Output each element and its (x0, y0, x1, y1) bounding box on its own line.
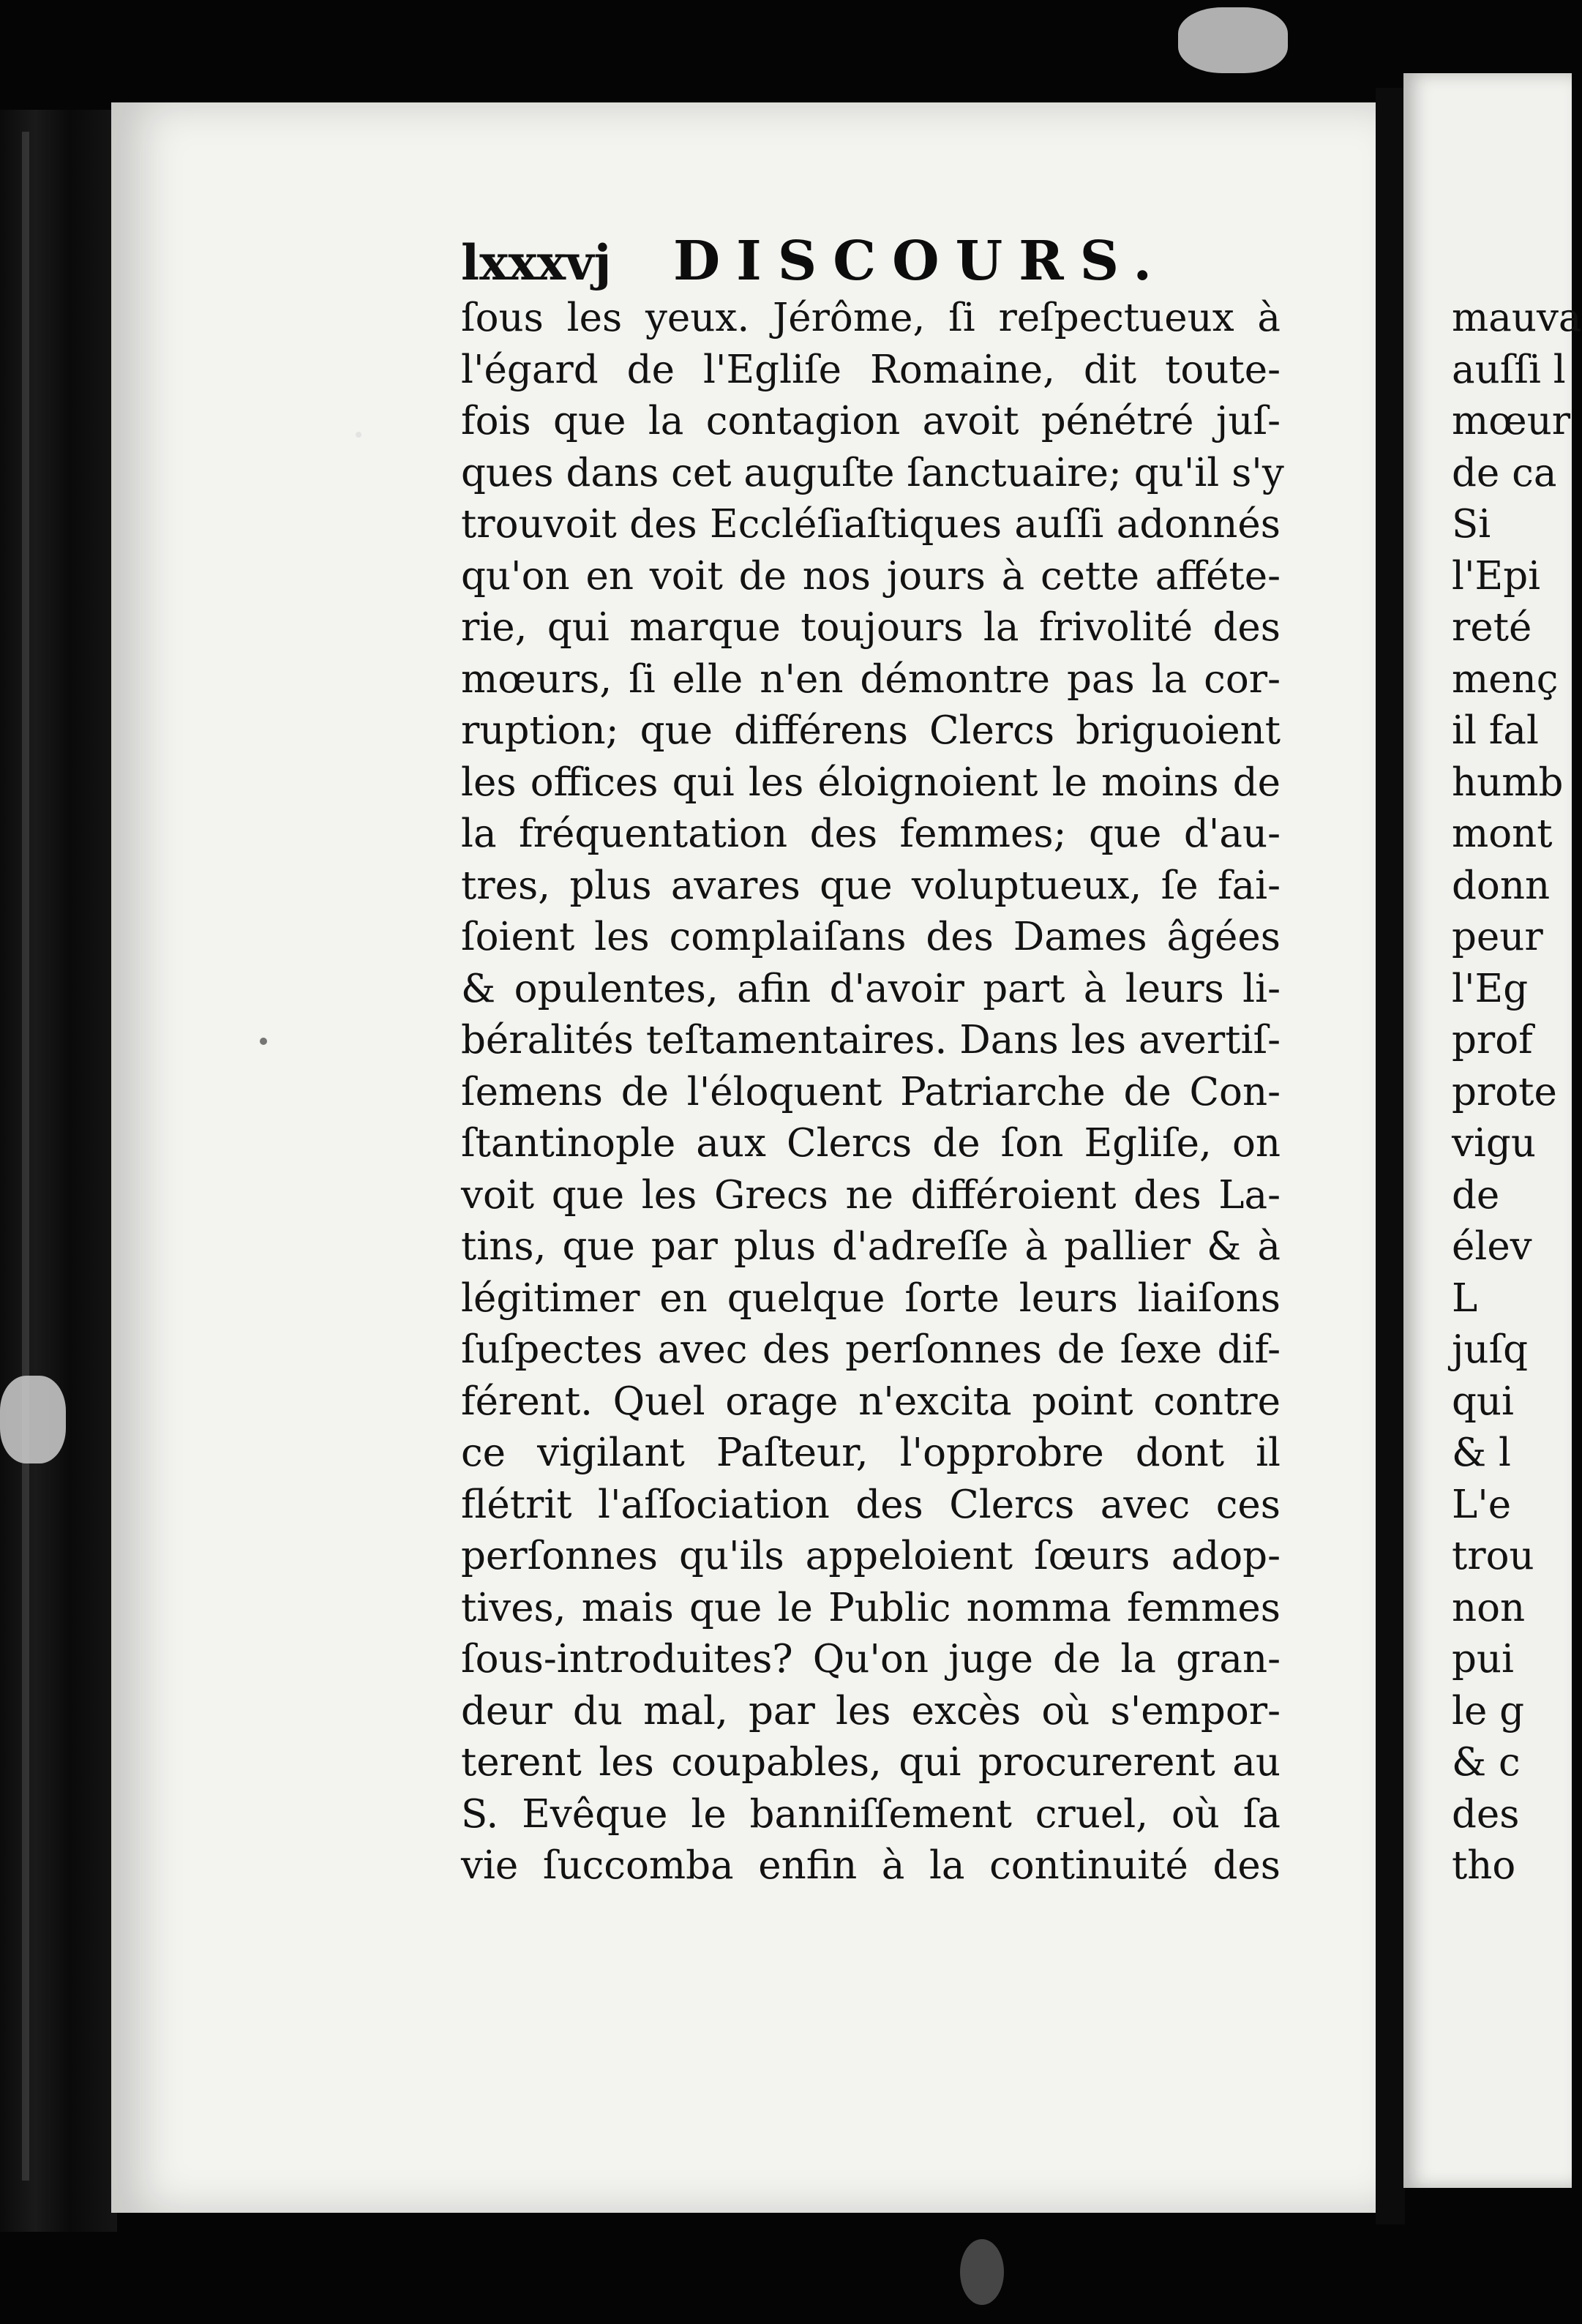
text-fragment: l'Epi (1452, 553, 1541, 599)
text-fragment: donn (1452, 863, 1551, 908)
text-line: S. Evêque le banniſſement cruel, où ſa (461, 1791, 1281, 1837)
text-line: ſemens de l'éloquent Patriarche de Con- (461, 1069, 1281, 1114)
paper-damage-top (1178, 7, 1288, 73)
text-fragment: reté (1452, 605, 1532, 650)
text-line: trouvoit des Eccléſiaſtiques auſſi adonnés (461, 502, 1281, 547)
text-fragment: Si (1452, 502, 1491, 547)
ink-speck (960, 2239, 1004, 2305)
text-line: ce vigilant Paſteur, l'opprobre dont il (461, 1431, 1281, 1475)
text-line: tins, que par plus d'adreſſe à pallier & à (461, 1224, 1281, 1269)
text-line: tives, mais que le Public nomma femmes (461, 1585, 1281, 1630)
text-fragment: juſq (1452, 1327, 1529, 1372)
text-line: ſtantinople aux Clercs de ſon Egliſe, on (461, 1121, 1281, 1166)
text-line: tres, plus avares que voluptueux, ſe fai- (461, 863, 1281, 908)
text-fragment: menç (1452, 656, 1559, 702)
text-line: ques dans cet auguſte ſanctuaire; qu'il s'y (461, 450, 1284, 495)
right-page-text (1452, 293, 1582, 1892)
text-fragment: tho (1452, 1843, 1516, 1888)
text-line: ſous-introduites? Qu'on juge de la gran- (461, 1637, 1281, 1682)
text-line: ſoient les complaiſans des Dames âgées (461, 915, 1281, 959)
text-fragment: & c (1452, 1740, 1521, 1785)
text-line: qu'on en voit de nos jours à cette afféte- (461, 553, 1281, 599)
text-fragment: trou (1452, 1534, 1534, 1578)
text-line: la fréquentation des femmes; que d'au- (461, 811, 1281, 856)
text-line: légitimer en quelque ſorte leurs liaiſons (461, 1275, 1281, 1321)
text-fragment: peur (1452, 915, 1543, 959)
text-fragment: mont (1452, 811, 1553, 856)
text-line: flétrit l'aſſociation des Clercs avec ces (461, 1482, 1281, 1527)
text-fragment: de (1452, 1172, 1500, 1218)
text-fragment: auſſi l (1452, 347, 1566, 392)
page-number: lxxxvj (461, 234, 612, 291)
running-title: DISCOURS. (673, 230, 1169, 293)
text-fragment: il fal (1452, 708, 1539, 753)
text-line: vie ſuccomba enfin à la continuité des (461, 1843, 1281, 1888)
text-line: ſous les yeux. Jérôme, ſi reſpectueux à (461, 296, 1281, 340)
left-page-text (461, 293, 1284, 1892)
text-line: fois que la contagion avoit pénétré juſ- (461, 399, 1281, 443)
text-line: rie, qui marque toujours la frivolité des (461, 605, 1281, 650)
text-line: & opulentes, afin d'avoir part à leurs li- (461, 966, 1281, 1011)
text-fragment: mauva (1452, 296, 1582, 340)
text-line: terent les coupables, qui procurerent au (461, 1740, 1281, 1785)
text-line: béralités teſtamentaires. Dans les avertiſ- (461, 1018, 1281, 1062)
text-line: l'égard de l'Egliſe Romaine, dit toute- (461, 347, 1281, 392)
text-fragment: élev (1452, 1224, 1532, 1269)
text-fragment: L'e (1452, 1482, 1512, 1527)
text-line: les offices qui les éloignoient le moins de (461, 760, 1281, 805)
book-spine (0, 110, 117, 2232)
text-line: mœurs, ſi elle n'en démontre pas la cor- (461, 656, 1281, 702)
text-fragment: pui (1452, 1637, 1515, 1682)
text-fragment: vigu (1452, 1121, 1536, 1166)
spine-edge (22, 132, 29, 2181)
text-fragment: humb (1452, 760, 1564, 805)
text-fragment: prote (1452, 1069, 1557, 1114)
text-fragment: le g (1452, 1688, 1525, 1733)
text-line: perſonnes qu'ils appeloient ſœurs adop- (461, 1534, 1281, 1578)
text-fragment: qui (1452, 1379, 1515, 1424)
text-fragment: des (1452, 1791, 1520, 1837)
text-line: ſuſpectes avec des perſonnes de ſexe dif- (461, 1327, 1281, 1372)
ink-speck (260, 1038, 267, 1045)
text-fragment: & l (1452, 1431, 1511, 1475)
text-fragment: non (1452, 1585, 1526, 1630)
text-line: voit que les Grecs ne différoient des La- (461, 1172, 1281, 1218)
text-fragment: L (1452, 1275, 1478, 1321)
text-line: ruption; que différens Clercs briguoient (461, 708, 1281, 753)
ink-speck (356, 432, 361, 438)
text-line: férent. Quel orage n'excita point contre (461, 1379, 1281, 1424)
text-fragment: prof (1452, 1018, 1533, 1062)
text-fragment: de ca (1452, 450, 1557, 495)
text-line: deur du mal, par les excès où s'empor- (461, 1688, 1281, 1733)
text-fragment: l'Eg (1452, 966, 1529, 1011)
text-fragment: mœur (1452, 399, 1571, 443)
paper-damage-left (0, 1376, 66, 1463)
page-gutter (1376, 88, 1405, 2224)
